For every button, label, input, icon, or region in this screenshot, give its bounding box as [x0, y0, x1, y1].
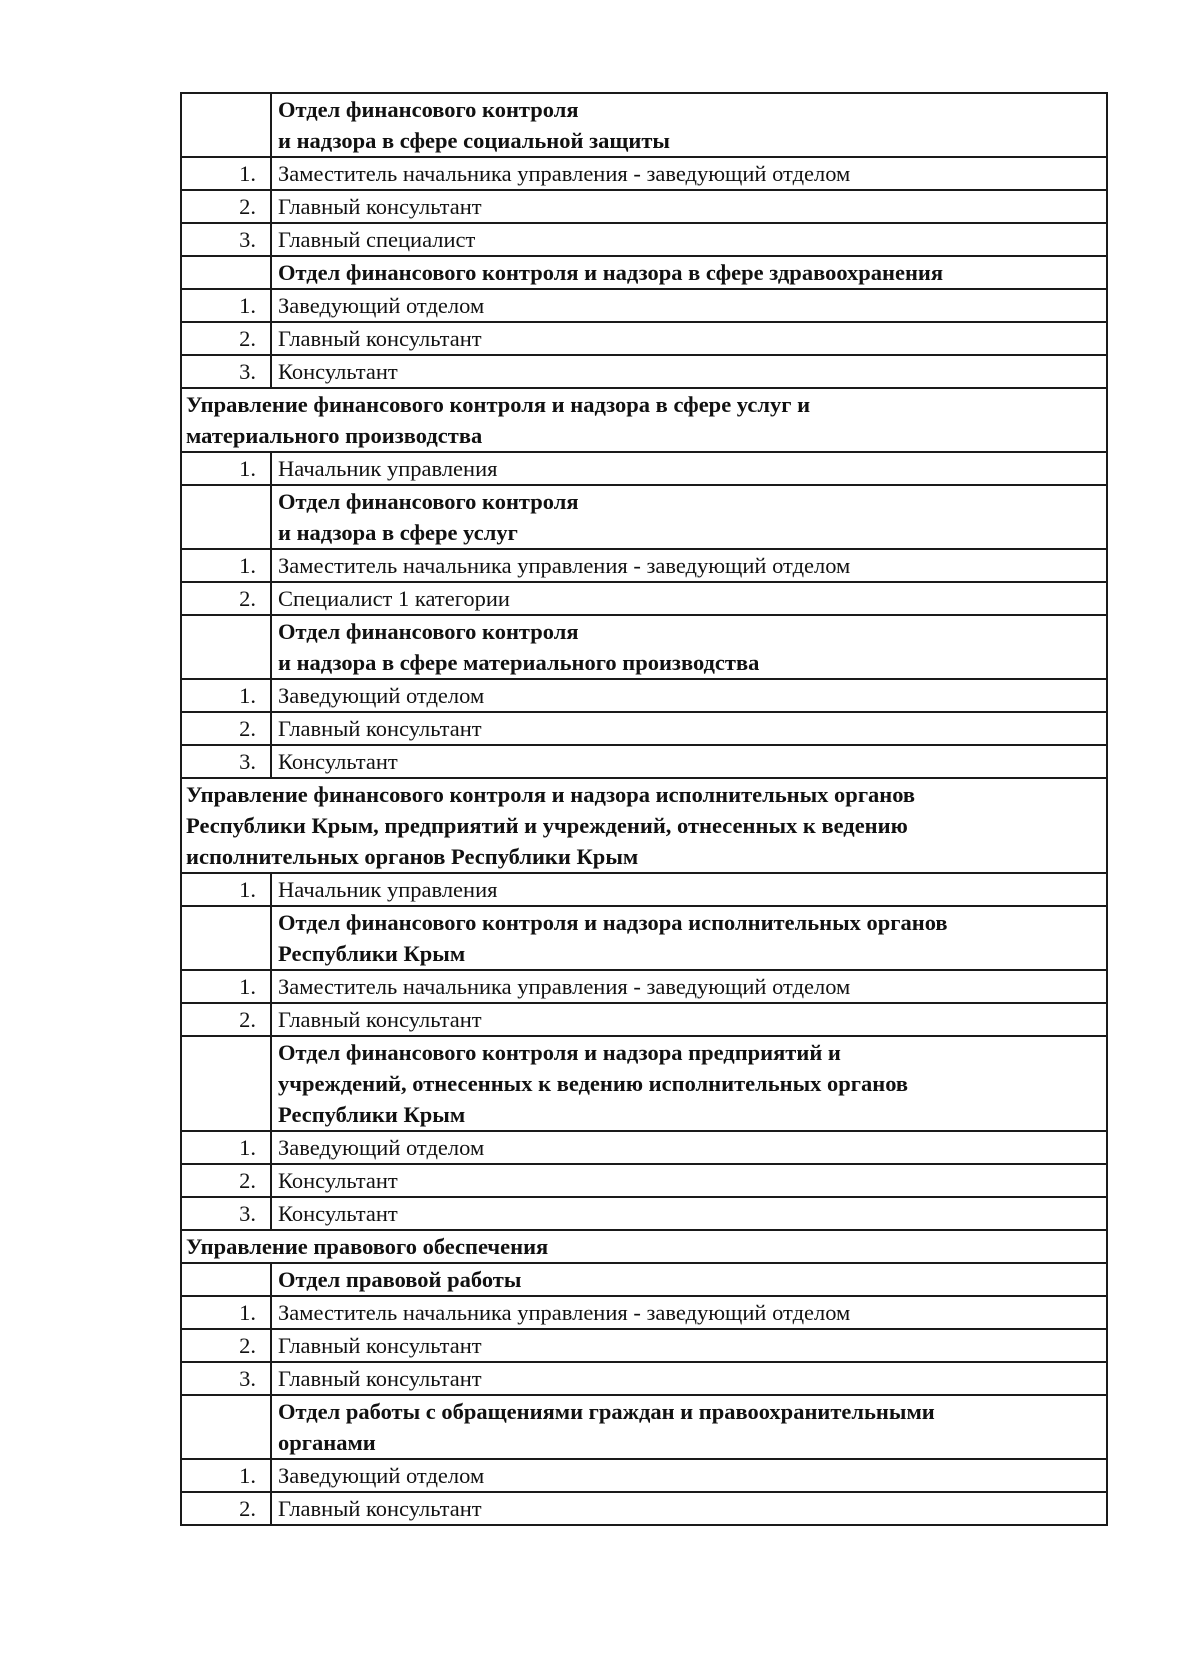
position-number: 1. — [181, 679, 271, 712]
position-number: 3. — [181, 1362, 271, 1395]
position-row — [181, 1329, 1107, 1362]
division-title: Управление финансового контроля и надзора исполнительных органов Республики Крым, предприятий и учреждений, отнесенных к ведению исполнительных органов Республики Крым — [181, 778, 1107, 873]
position-row — [181, 1459, 1107, 1492]
department-title: Отдел финансового контроля и надзора в сфере услуг — [271, 485, 1107, 549]
position-number: 1. — [181, 873, 271, 906]
division-header-row — [181, 778, 1107, 873]
division-header-row — [181, 388, 1107, 452]
position-row — [181, 582, 1107, 615]
department-title: Отдел финансового контроля и надзора предприятий и учреждений, отнесенных к ведению исполнительных органов Республики Крым — [271, 1036, 1107, 1131]
division-title: Управление правового обеспечения — [181, 1230, 1107, 1263]
position-title: Заместитель начальника управления - заведующий отделом — [271, 549, 1107, 582]
position-row — [181, 1164, 1107, 1197]
position-number: 3. — [181, 745, 271, 778]
position-number: 2. — [181, 1003, 271, 1036]
position-title: Консультант — [271, 1197, 1107, 1230]
empty-number-cell — [181, 1036, 271, 1131]
position-row — [181, 223, 1107, 256]
position-row — [181, 970, 1107, 1003]
position-row — [181, 679, 1107, 712]
position-number: 1. — [181, 452, 271, 485]
position-row — [181, 745, 1107, 778]
position-title: Заведующий отделом — [271, 679, 1107, 712]
position-title: Главный консультант — [271, 322, 1107, 355]
position-row — [181, 157, 1107, 190]
position-title: Начальник управления — [271, 452, 1107, 485]
position-number: 1. — [181, 549, 271, 582]
department-header-row — [181, 615, 1107, 679]
position-row — [181, 452, 1107, 485]
division-header-row — [181, 1230, 1107, 1263]
department-header-row — [181, 1036, 1107, 1131]
position-row — [181, 289, 1107, 322]
position-number: 2. — [181, 712, 271, 745]
position-title: Специалист 1 категории — [271, 582, 1107, 615]
position-title: Главный консультант — [271, 712, 1107, 745]
department-header-row — [181, 256, 1107, 289]
staff-structure-table — [180, 92, 1108, 1526]
empty-number-cell — [181, 1395, 271, 1459]
position-title: Заместитель начальника управления - заведующий отделом — [271, 970, 1107, 1003]
position-number: 1. — [181, 1296, 271, 1329]
table-body — [181, 93, 1107, 1525]
position-row — [181, 1131, 1107, 1164]
position-number: 3. — [181, 355, 271, 388]
empty-number-cell — [181, 1263, 271, 1296]
department-title: Отдел финансового контроля и надзора в сфере материального производства — [271, 615, 1107, 679]
position-title: Главный консультант — [271, 1329, 1107, 1362]
position-row — [181, 873, 1107, 906]
division-title: Управление финансового контроля и надзора в сфере услуг и материального производства — [181, 388, 1107, 452]
department-header-row — [181, 1263, 1107, 1296]
position-number: 1. — [181, 1131, 271, 1164]
position-row — [181, 712, 1107, 745]
position-number: 1. — [181, 970, 271, 1003]
position-title: Заместитель начальника управления - заведующий отделом — [271, 157, 1107, 190]
empty-number-cell — [181, 485, 271, 549]
position-title: Заведующий отделом — [271, 1459, 1107, 1492]
department-header-row — [181, 906, 1107, 970]
position-row — [181, 355, 1107, 388]
position-title: Главный консультант — [271, 1362, 1107, 1395]
position-title: Главный консультант — [271, 1492, 1107, 1525]
position-row — [181, 190, 1107, 223]
position-title: Главный консультант — [271, 1003, 1107, 1036]
department-title: Отдел финансового контроля и надзора исполнительных органов Республики Крым — [271, 906, 1107, 970]
position-row — [181, 322, 1107, 355]
position-number: 1. — [181, 1459, 271, 1492]
department-header-row — [181, 485, 1107, 549]
position-row — [181, 1296, 1107, 1329]
department-header-row — [181, 93, 1107, 157]
position-number: 2. — [181, 322, 271, 355]
position-number: 3. — [181, 1197, 271, 1230]
empty-number-cell — [181, 615, 271, 679]
empty-number-cell — [181, 906, 271, 970]
position-title: Начальник управления — [271, 873, 1107, 906]
position-title: Консультант — [271, 355, 1107, 388]
position-number: 2. — [181, 1492, 271, 1525]
position-title: Заведующий отделом — [271, 289, 1107, 322]
empty-number-cell — [181, 93, 271, 157]
position-row — [181, 1492, 1107, 1525]
position-row — [181, 1003, 1107, 1036]
position-row — [181, 1362, 1107, 1395]
position-title: Главный консультант — [271, 190, 1107, 223]
department-title: Отдел работы с обращениями граждан и правоохранительными органами — [271, 1395, 1107, 1459]
department-title: Отдел правовой работы — [271, 1263, 1107, 1296]
position-number: 2. — [181, 582, 271, 615]
position-title: Заместитель начальника управления - заведующий отделом — [271, 1296, 1107, 1329]
position-number: 3. — [181, 223, 271, 256]
position-number: 1. — [181, 289, 271, 322]
position-title: Консультант — [271, 1164, 1107, 1197]
position-title: Главный специалист — [271, 223, 1107, 256]
position-number: 2. — [181, 1329, 271, 1362]
position-number: 2. — [181, 1164, 271, 1197]
department-title: Отдел финансового контроля и надзора в сфере здравоохранения — [271, 256, 1107, 289]
position-number: 1. — [181, 157, 271, 190]
department-header-row — [181, 1395, 1107, 1459]
position-number: 2. — [181, 190, 271, 223]
position-row — [181, 549, 1107, 582]
empty-number-cell — [181, 256, 271, 289]
position-row — [181, 1197, 1107, 1230]
position-title: Заведующий отделом — [271, 1131, 1107, 1164]
department-title: Отдел финансового контроля и надзора в сфере социальной защиты — [271, 93, 1107, 157]
position-title: Консультант — [271, 745, 1107, 778]
